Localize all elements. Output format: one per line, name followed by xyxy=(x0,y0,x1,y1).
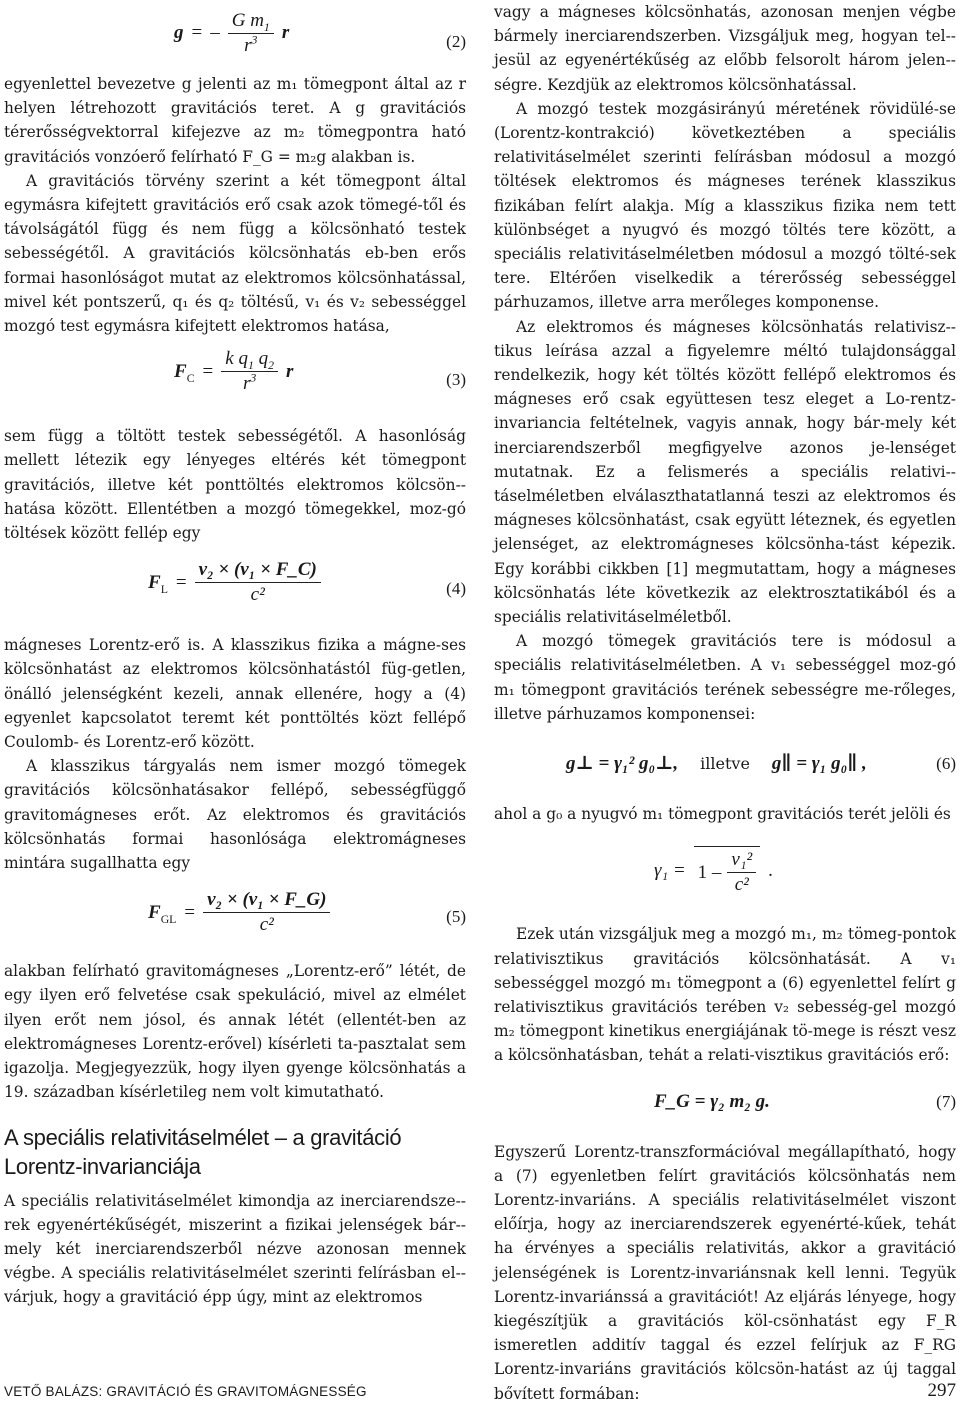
paragraph: Az elektromos és mágneses kölcsönhatás relativisz-tikus leírása azzal a figyelemre méltó tulajdonsággal rendelkezik, hogy két töltés között fellépő elektromos és mágneses erő csak együttesen tesz eleget a Lo-rentz-invariancia feltételnek, vagyis annak, hogy bár-mely két inerciarendszerből megfigyelve azonos je-lenséget mutatnak. Ez a felismerés a speciális relativi-táselméletben elválaszthatatlanná teszi az elektromos és mágneses kölcsönhatást, csak együtt léteznek, és egyetlen jelenséget, az elektromágneses kölcsönha-tást képezik. Egy korábbi cikkben [1] megmutattam, hogy a mágneses kölcsönhatás léte következik az elektrosztatikából és a speciális relativitáselméletből. xyxy=(494,317,956,627)
paragraph: sem függ a töltött testek sebességétől. A hasonlóság mellett létezik egy lényeges eltérés két tömegpont gravitációs, illetve két ponttöltés elektromos kölcsön-hatása között. Ellentétben a mozgó tömegekkel, moz-gó töltések között fellép egy xyxy=(4,427,466,543)
paragraph: A klasszikus tárgyalás nem ismer mozgó tömegek gravitációs kölcsönhatásakor fellépő, sebességfüggő gravitomágneses erőt. Az elektromos és gravitációs kölcsönhatás formai hasonlósága elektromágneses mintára sugallhatta egy xyxy=(4,757,466,873)
paragraph: Ezek után vizsgáljuk meg a mozgó m₁, m₂ tömeg-pontok relativisztikus gravitációs kölcsönhatását. A v₁ sebességgel mozgó m₁ tömegpont a (6) egyenlettel felírt g relativisztikus gravitációs terében v₂ sebesség-gel mozgó m₂ tömegpont kinetikus energiájának tö-mege is részt vesz a kölcsönhatásban, tehát a relati-visztikus gravitációs erő: xyxy=(494,925,956,1065)
equation-number: (6) xyxy=(936,754,956,774)
left-column xyxy=(4,0,466,1310)
paragraph: ahol a g₀ a nyugvó m₁ tömegpont gravitációs terét jelöli és xyxy=(494,805,951,824)
equation-5: $F_{GL}$ = $\frac{\text{v₂ × (v₁ × F\_G)}}{\text{c²}}$ (5) xyxy=(148,889,466,936)
equation-gamma: γ₁ = 1 – $\frac{\text{v₁²}}{\text{c²}}$ . xyxy=(494,826,956,922)
paragraph: Egyszerű Lorentz-transzformációval megállapítható, hogy a (7) egyenletben felírt gravitációs kölcsönhatás nem Lorentz-invariáns. A speciális relativitáselmélet viszont előírja, hogy az inerciarendszerek egyenérté-kűek, tehát ha érvényes a speciális relativitás, akkor a gravitáció jelenségének is Lorentz-invariánsnak kell lenni. Tegyük Lorentz-invariánssá a gravitációt! Az eljárás lényege, hogy kiegészítjük a gravitációs köl-csönhatást egy F_R ismeretlen additív taggal és ezzel felírjuk az F_RG Lorentz-invariáns gravitációs kölcsön-hatást az új taggal bővített formában: xyxy=(494,1142,956,1403)
equation-number: (7) xyxy=(936,1091,956,1111)
paragraph: egyenlettel bevezetve g jelenti az m₁ tömegpont által az r helyen létrehozott gravitációs teret. A g gravitációs térerősségvektorral kifejezve az m₂ tömegpontra ható gravitációs vonzóerő felírható F_G = m₂g alakban is. xyxy=(4,75,466,166)
paragraph: mágneses Lorentz-erő is. A klasszikus fizika a mágne-ses kölcsönhatást az elektromos kölcsönhatástól füg-getlen, önálló jelenségként kezeli, annak ellenére, hogy a (4) egyenlet kapcsolatot teremt két ponttöltés közt fellépő Coulomb- és Lorentz-erő között. xyxy=(4,636,466,752)
square-root: 1 – $\frac{\text{v₁²}}{\text{c²}}$ xyxy=(694,846,761,896)
running-title: VETŐ BALÁZS: GRAVITÁCIÓ ÉS GRAVITOMÁGNESSÉG xyxy=(4,1384,367,1399)
equation-3: $F_C$ = $\frac{k q_1 q_2}{r^3}$ r (3) xyxy=(174,348,466,395)
equation-7: F_G = γ₂ m₂ g. (7) xyxy=(494,1068,956,1140)
equation-number: (4) xyxy=(446,579,466,599)
equation-number: (5) xyxy=(446,907,466,927)
section-heading: A speciális relativitáselmélet – a gravitáció Lorentz-invarianciája xyxy=(4,1124,402,1179)
equation-4: $F_L$ = $\frac{\text{v₂ × (v₁ × F\_C)}}{\text{c²}}$ (4) xyxy=(148,559,466,606)
paragraph: alakban felírható gravitomágneses „Lorentz-erő” létét, de egy ilyen erő felvetése csak spekuláció, mivel az elmélet ilyen erőt nem jósol, és annak létét (ellentét-ben az elektromágneses Lorentz-erővel) kísérleti ta-pasztalat sem igazolja. Megjegyezzük, hogy ilyen gyenge kölcsönhatás a 19. században kísérletileg nem volt kimutatható. xyxy=(4,962,466,1102)
paragraph: A mozgó testek mozgásirányú méretének rövidülé-se (Lorentz-kontrakció) következtében a speciális relativitáselmélet szerinti felírásban módosul a mozgó töltések elektromos és mágneses terének klasszikus fizikában felírt alakja. Míg a klasszikus fizika nem tett különbséget a nyugvó és mozgó töltés tere között, a speciális relativitáselméletben módosul a mozgó tölté-sek tere. Eltérően viselkedik a térerősség sebességgel párhuzamos, illetve arra merőleges komponense. xyxy=(494,99,956,312)
equation-2: g = – $\frac{G m_1}{r^3}$ r (2) xyxy=(174,10,466,56)
equation-6: g⊥ = γ₁² g₀⊥, illetve g∥ = γ₁ g₀∥ , (6) xyxy=(494,726,956,802)
paragraph: A mozgó tömegek gravitációs tere is módosul a speciális relativitáselméletben. A v₁ sebességgel moz-gó m₁ tömegpont gravitációs terének sebességre me-rőleges, illetve párhuzamos komponensei: xyxy=(494,632,956,723)
paragraph: A speciális relativitáselmélet kimondja az inerciarendsze-rek egyenértékűségét, miszerint a fizikai jelenségek bár-mely két inerciarendszerből nézve azonosan mennek végbe. A speciális relativitáselmélet szerinti felírásban el-várjuk, hogy a gravitáció épp úgy, mint az elektromos xyxy=(4,1191,466,1307)
right-column xyxy=(494,0,956,1406)
equation-number: (3) xyxy=(446,370,466,390)
paragraph: vagy a mágneses kölcsönhatás, azonosan menjen végbe bármely inerciarendszerben. Vizsgáljuk meg, hogyan tel-jesül az egyenértékűség az előbb felsorolt három jelen-ségre. Kezdjük az elektromos kölcsönhatással. xyxy=(494,3,956,94)
paragraph: A gravitációs törvény szerint a két tömegpont által egymásra kifejtett gravitációs erő csak azok tömegé-től és távolságától függ és nem függ a kölcsönható testek sebességétől. A gravitációs kölcsönhatás eb-ben erős formai hasonlóságot mutat az elektromos kölcsönhatással, mivel két pontszerű, q₁ és q₂ töltésű, v₁ és v₂ sebességgel mozgó test egymásra kifejtett elektromos hatása, xyxy=(4,171,466,336)
page-number: 297 xyxy=(927,1380,956,1401)
equation-number: (2) xyxy=(446,32,466,51)
